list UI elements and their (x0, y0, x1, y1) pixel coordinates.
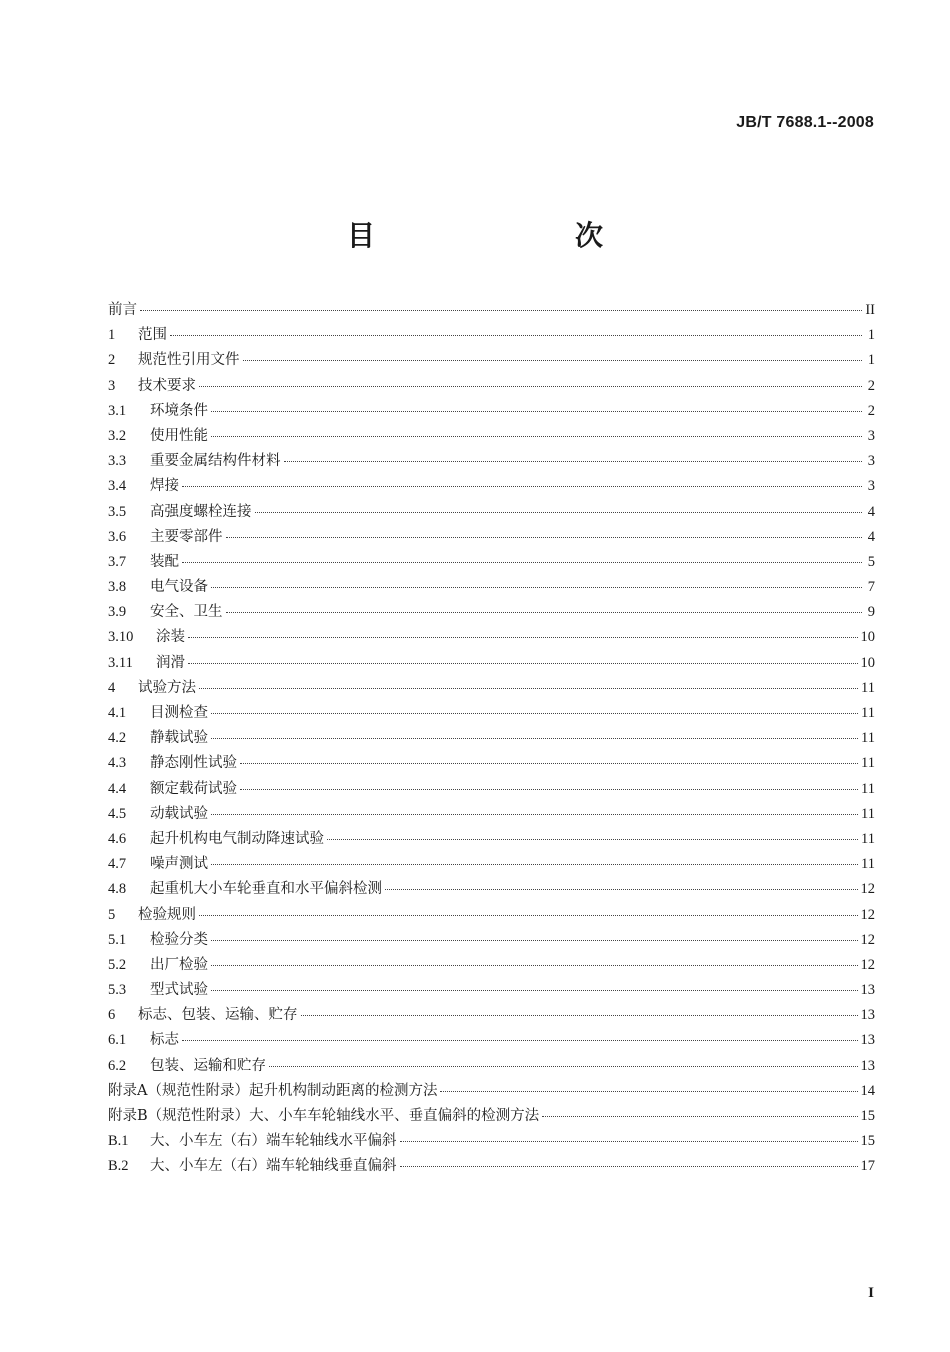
toc-entry-page: 10 (860, 654, 875, 671)
toc-entry-page: 9 (867, 604, 875, 621)
toc-entry-number: 4.1 (108, 705, 127, 721)
toc-entry-number: 3.1 (108, 402, 127, 419)
toc-entry[interactable] (108, 625, 875, 650)
toc-entry-number: 3 (108, 377, 116, 394)
toc-entry[interactable] (108, 1054, 875, 1079)
toc-entry-page: 1 (867, 352, 875, 369)
toc-entry[interactable] (108, 449, 875, 474)
toc-dot-leader (199, 386, 862, 387)
toc-entry-number: B.2 (108, 1158, 129, 1175)
toc-entry-page: 10 (860, 629, 875, 646)
toc-dot-leader (211, 436, 862, 437)
table-of-contents (108, 298, 875, 1180)
toc-entry-page: 11 (861, 679, 875, 696)
toc-dot-leader (400, 1141, 858, 1142)
toc-entry-number: 2 (108, 352, 116, 369)
toc-entry-number: 3.3 (108, 453, 127, 470)
toc-entry[interactable] (108, 726, 875, 751)
toc-entry[interactable] (108, 777, 875, 802)
toc-entry-page: 12 (860, 956, 875, 973)
toc-entry-title: 型式试验 (150, 982, 208, 999)
toc-entry-number: B.1 (108, 1133, 129, 1150)
toc-entry-title: 检验规则 (138, 906, 196, 923)
toc-dot-leader (211, 738, 858, 739)
toc-dot-leader (140, 310, 862, 311)
toc-dot-leader (211, 587, 862, 588)
toc-dot-leader (188, 663, 858, 664)
toc-entry-number: 4.5 (108, 805, 127, 822)
toc-entry-page: 12 (860, 931, 875, 948)
toc-dot-leader (199, 915, 858, 916)
toc-entry-title: 额定载荷试验 (150, 780, 237, 797)
toc-entry-page: 7 (867, 579, 875, 596)
toc-dot-leader (240, 763, 858, 764)
toc-entry[interactable] (108, 550, 875, 575)
toc-entry-number: 6.2 (108, 1057, 127, 1074)
toc-entry-page: 3 (867, 427, 875, 444)
toc-entry-number: 5.2 (108, 956, 127, 973)
toc-entry[interactable] (108, 474, 875, 499)
toc-entry-page: 2 (867, 377, 875, 394)
toc-entry[interactable] (108, 676, 875, 701)
toc-entry[interactable] (108, 1104, 875, 1129)
toc-entry-title: 静态刚性试验 (150, 755, 237, 772)
toc-entry-page: 2 (867, 402, 875, 419)
toc-entry-title: 重要金属结构件材料 (150, 453, 281, 470)
toc-entry-page: II (865, 302, 875, 318)
toc-entry-page: 11 (861, 730, 875, 747)
toc-entry-number: 4.3 (108, 755, 127, 772)
toc-entry-page: 11 (861, 705, 875, 721)
toc-entry-title: 涂装 (156, 629, 185, 646)
toc-entry-page: 1 (867, 327, 875, 344)
toc-entry[interactable] (108, 827, 875, 852)
toc-entry-page: 4 (867, 503, 875, 520)
toc-entry-number: 5.3 (108, 982, 127, 999)
toc-entry[interactable] (108, 575, 875, 600)
toc-entry-page: 3 (867, 453, 875, 470)
toc-entry-title: 标志、包装、运输、贮存 (138, 1007, 298, 1024)
toc-entry-title: 起升机构电气制动降速试验 (150, 830, 324, 847)
toc-entry-title: 目测检查 (150, 705, 208, 721)
toc-entry[interactable] (108, 877, 875, 902)
page-number: I (868, 1285, 874, 1301)
toc-entry[interactable] (108, 424, 875, 449)
toc-entry-page: 13 (860, 1007, 875, 1024)
toc-entry[interactable] (108, 953, 875, 978)
toc-entry[interactable] (108, 298, 875, 323)
toc-entry-title: 检验分类 (150, 931, 208, 948)
toc-entry-page: 17 (860, 1158, 875, 1175)
toc-entry-page: 13 (860, 1032, 875, 1049)
toc-dot-leader (211, 940, 858, 941)
toc-entry[interactable] (108, 1028, 875, 1053)
toc-entry-title: 范围 (138, 327, 167, 344)
toc-dot-leader (182, 1040, 858, 1041)
standard-code: JB/T 7688.1--2008 (736, 114, 874, 131)
toc-entry-number: 3.2 (108, 427, 127, 444)
toc-entry[interactable] (108, 1129, 875, 1154)
toc-entry-number: 4.4 (108, 780, 127, 797)
toc-entry-number: 3.8 (108, 579, 127, 596)
toc-dot-leader (226, 537, 863, 538)
toc-entry[interactable] (108, 323, 875, 348)
toc-dot-leader (211, 814, 858, 815)
toc-dot-leader (400, 1166, 858, 1167)
toc-entry-title: 高强度螺栓连接 (150, 503, 252, 520)
toc-entry-page: 14 (860, 1082, 875, 1099)
toc-entry-title: 主要零部件 (150, 528, 223, 545)
toc-entry-page: 13 (860, 1057, 875, 1074)
toc-entry-page: 15 (860, 1133, 875, 1150)
toc-entry-title: 安全、卫生 (150, 604, 223, 621)
toc-entry[interactable] (108, 701, 875, 726)
toc-entry[interactable] (108, 1154, 875, 1179)
toc-entry[interactable] (108, 751, 875, 776)
toc-entry-title: 前言 (108, 302, 137, 318)
toc-entry-number: 3.10 (108, 629, 134, 646)
toc-entry[interactable] (108, 600, 875, 625)
toc-entry-number: 4.6 (108, 830, 127, 847)
toc-dot-leader (211, 411, 862, 412)
toc-dot-leader (182, 486, 862, 487)
toc-entry-number: 1 (108, 327, 116, 344)
toc-entry-title: 附录B（规范性附录）大、小车车轮轴线水平、垂直偏斜的检测方法 (108, 1108, 540, 1124)
toc-dot-leader (385, 889, 858, 890)
toc-entry-number: 3.7 (108, 553, 127, 570)
toc-entry-title: 使用性能 (150, 427, 208, 444)
page-title: 目 次 (346, 219, 651, 252)
toc-entry[interactable] (108, 399, 875, 424)
toc-entry[interactable] (108, 852, 875, 877)
toc-entry-title: 动载试验 (150, 805, 208, 822)
toc-entry-number: 4.8 (108, 881, 127, 898)
toc-entry-page: 11 (861, 755, 875, 772)
toc-entry-title: 润滑 (156, 654, 185, 671)
toc-entry[interactable] (108, 978, 875, 1003)
toc-entry-title: 标志 (150, 1032, 179, 1049)
toc-dot-leader (199, 688, 858, 689)
toc-entry[interactable] (108, 802, 875, 827)
toc-entry-page: 11 (861, 830, 875, 847)
toc-entry-page: 12 (860, 881, 875, 898)
toc-entry-page: 4 (867, 528, 875, 545)
toc-entry-page: 12 (860, 906, 875, 923)
toc-entry-number: 3.4 (108, 478, 127, 495)
toc-dot-leader (211, 864, 858, 865)
toc-entry-page: 5 (867, 553, 875, 570)
toc-entry-number: 6.1 (108, 1032, 127, 1049)
toc-entry-number: 4 (108, 679, 116, 696)
toc-entry-number: 5.1 (108, 931, 127, 948)
toc-dot-leader (440, 1091, 857, 1092)
toc-dot-leader (211, 713, 858, 714)
toc-dot-leader (301, 1015, 858, 1016)
toc-dot-leader (243, 360, 863, 361)
toc-dot-leader (284, 461, 863, 462)
toc-entry-page: 11 (861, 856, 875, 873)
toc-entry-title: 技术要求 (138, 377, 196, 394)
toc-entry-title: 装配 (150, 553, 179, 570)
toc-entry[interactable] (108, 928, 875, 953)
toc-entry-number: 5 (108, 906, 116, 923)
toc-entry-title: 起重机大小车轮垂直和水平偏斜检测 (150, 881, 382, 898)
toc-entry-number: 3.11 (108, 654, 133, 671)
toc-entry[interactable] (108, 525, 875, 550)
toc-entry-title: 焊接 (150, 478, 179, 495)
toc-dot-leader (255, 512, 863, 513)
toc-entry-title: 包装、运输和贮存 (150, 1057, 266, 1074)
toc-dot-leader (170, 335, 862, 336)
toc-entry-number: 4.2 (108, 730, 127, 747)
toc-dot-leader (269, 1066, 858, 1067)
toc-entry-title: 规范性引用文件 (138, 352, 240, 369)
toc-dot-leader (240, 789, 858, 790)
toc-entry-number: 3.6 (108, 528, 127, 545)
toc-entry-title: 环境条件 (150, 402, 208, 419)
toc-entry[interactable] (108, 651, 875, 676)
toc-entry-title: 大、小车左（右）端车轮轴线水平偏斜 (150, 1133, 397, 1150)
toc-entry-page: 13 (860, 982, 875, 999)
toc-dot-leader (211, 965, 858, 966)
toc-entry-number: 3.5 (108, 503, 127, 520)
toc-entry-title: 电气设备 (150, 579, 208, 596)
toc-entry-title: 出厂检验 (150, 956, 208, 973)
toc-entry[interactable] (108, 1079, 875, 1104)
toc-entry[interactable] (108, 1003, 875, 1028)
toc-entry-page: 11 (861, 805, 875, 822)
toc-entry-title: 试验方法 (138, 679, 196, 696)
toc-entry-page: 3 (867, 478, 875, 495)
toc-dot-leader (327, 839, 858, 840)
toc-entry-title: 附录A（规范性附录）起升机构制动距离的检测方法 (108, 1082, 438, 1099)
toc-entry-number: 3.9 (108, 604, 127, 621)
toc-dot-leader (188, 637, 858, 638)
toc-entry[interactable] (108, 903, 875, 928)
toc-dot-leader (211, 990, 858, 991)
toc-entry-page: 15 (860, 1108, 875, 1124)
toc-entry-title: 静载试验 (150, 730, 208, 747)
toc-dot-leader (542, 1116, 857, 1117)
toc-entry-title: 噪声测试 (150, 856, 208, 873)
toc-entry[interactable] (108, 374, 875, 399)
toc-dot-leader (182, 562, 862, 563)
toc-entry-page: 11 (861, 780, 875, 797)
toc-entry-number: 6 (108, 1007, 116, 1024)
toc-entry[interactable] (108, 348, 875, 373)
toc-entry-title: 大、小车左（右）端车轮轴线垂直偏斜 (150, 1158, 397, 1175)
toc-entry-number: 4.7 (108, 856, 127, 873)
toc-dot-leader (226, 612, 863, 613)
toc-entry[interactable] (108, 500, 875, 525)
